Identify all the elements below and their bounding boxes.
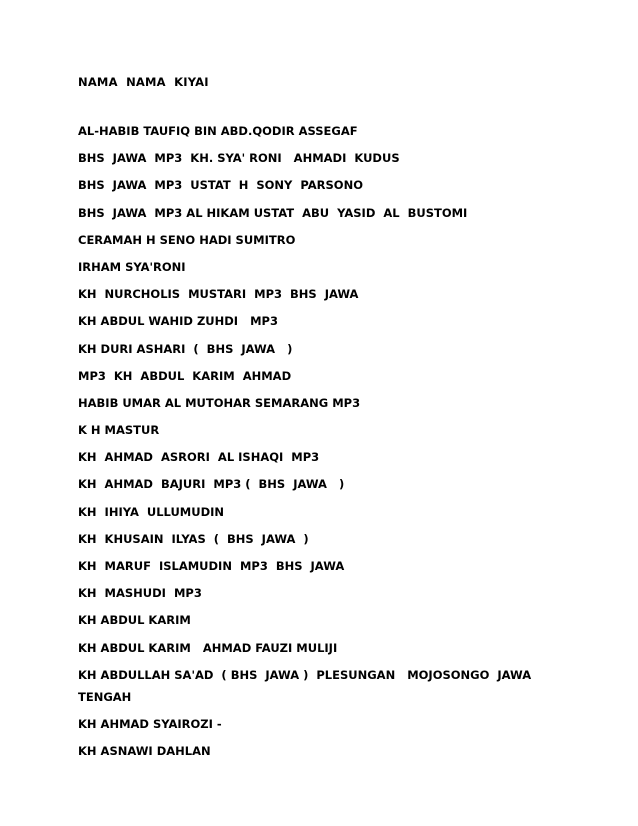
kiyai-name-list (78, 124, 558, 771)
list-item: KH IHIYA ULLUMUDIN (78, 504, 225, 519)
list-item: HABIB UMAR AL MUTOHAR SEMARANG MP3 (78, 395, 361, 410)
list-item: KH AHMAD SYAIROZI - (78, 716, 222, 731)
list-item: KH ASNAWI DAHLAN (78, 743, 211, 758)
list-item: KH DURI ASHARI ( BHS JAWA ) (78, 341, 293, 356)
list-item: AL-HABIB TAUFIQ BIN ABD.QODIR ASSEGAF (78, 124, 358, 138)
list-item: MP3 KH ABDUL KARIM AHMAD (78, 368, 292, 383)
list-item: BHS JAWA MP3 AL HIKAM USTAT ABU YASID AL BUSTOMI (78, 205, 468, 220)
list-item: KH ABDUL KARIM AHMAD FAUZI MULIJI (78, 640, 338, 655)
list-item: KH ABDUL KARIM (78, 613, 191, 628)
list-item: BHS JAWA MP3 USTAT H SONY PARSONO (78, 178, 363, 193)
list-item: K H MASTUR (78, 423, 160, 438)
list-item: KH NURCHOLIS MUSTARI MP3 BHS JAWA (78, 287, 359, 302)
list-item: KH MARUF ISLAMUDIN MP3 BHS JAWA (78, 559, 345, 573)
list-item: KH AHMAD BAJURI MP3 ( BHS JAWA ) (78, 477, 345, 492)
list-item: IRHAM SYA'RONI (78, 259, 186, 274)
document-title: NAMA NAMA KIYAI (78, 75, 209, 89)
list-item: KH ABDUL WAHID ZUHDI MP3 (78, 314, 278, 329)
list-item: KH KHUSAIN ILYAS ( BHS JAWA ) (78, 531, 309, 546)
list-item: BHS JAWA MP3 KH. SYA' RONI AHMADI KUDUS (78, 151, 400, 166)
list-item: CERAMAH H SENO HADI SUMITRO (78, 232, 296, 247)
list-item: KH MASHUDI MP3 (78, 586, 202, 601)
list-item: KH AHMAD ASRORI AL ISHAQI MP3 (78, 450, 320, 465)
list-item: KH ABDULLAH SA'AD ( BHS JAWA ) PLESUNGAN MOJOSONGO JAWA TENGAH (78, 667, 536, 704)
